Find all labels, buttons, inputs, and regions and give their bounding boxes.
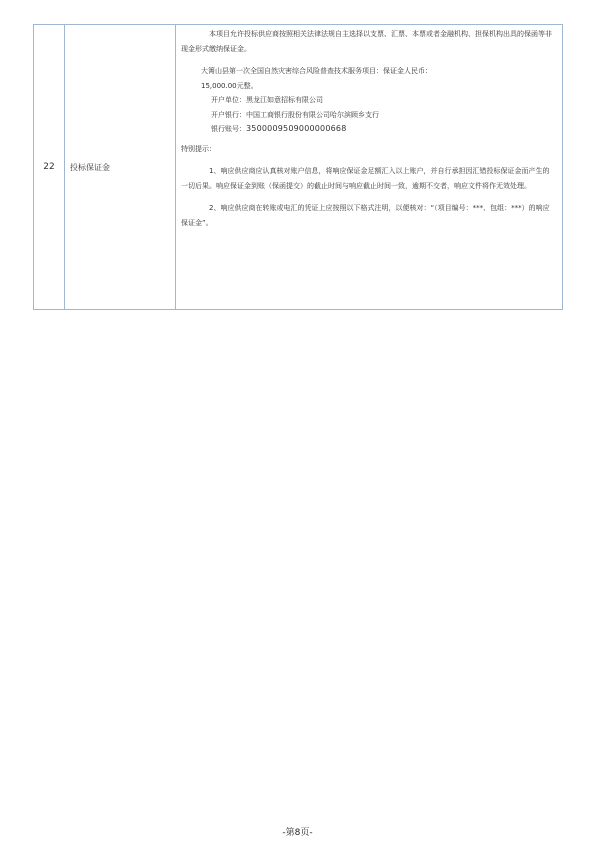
intro-paragraph: 本项目允许投标供应商按照相关法律法规自主选择以支票、汇票、本票或者金融机构、担保机构出具的保函等非现金形式缴纳保证金。 bbox=[181, 30, 552, 53]
notice-item-1: 1、响应供应商应认真核对账户信息，将响应保证金足额汇入以上账户，并自行承担因汇错投标保证金而产生的一切后果。响应保证金到账（保函提交）的截止时间与响应截止时间一致，逾期不交者，响应文件将作无效处理。 bbox=[181, 167, 550, 190]
account-number-line bbox=[181, 122, 556, 137]
row-number: 22 bbox=[34, 25, 65, 310]
project-line: 大箐山县第一次全国自然灾害综合风险普查技术服务项目：保证金人民币： bbox=[201, 67, 432, 75]
bank-name: 开户银行：中国工商银行股份有限公司哈尔滨顾乡支行 bbox=[211, 110, 379, 119]
document-table bbox=[33, 24, 563, 310]
row-item-title: 投标保证金 bbox=[65, 25, 176, 310]
notice-title: 特别提示： bbox=[181, 144, 216, 153]
account-number-label: 银行账号： bbox=[211, 125, 246, 133]
page-number: -第8页- bbox=[282, 828, 313, 838]
account-name: 开户单位：黑龙江如意招标有限公司 bbox=[211, 96, 323, 104]
row-content bbox=[176, 25, 563, 310]
amount-text: 15,000.00元整。 bbox=[201, 81, 258, 90]
table-row bbox=[34, 25, 563, 310]
account-number: 3500009509000000668 bbox=[246, 124, 347, 133]
notice-item-2: 2、响应供应商在转账或电汇的凭证上应按照以下格式注明，以便核对：“（项目编号：***、包组：***）的响应保证金”。 bbox=[181, 204, 550, 227]
